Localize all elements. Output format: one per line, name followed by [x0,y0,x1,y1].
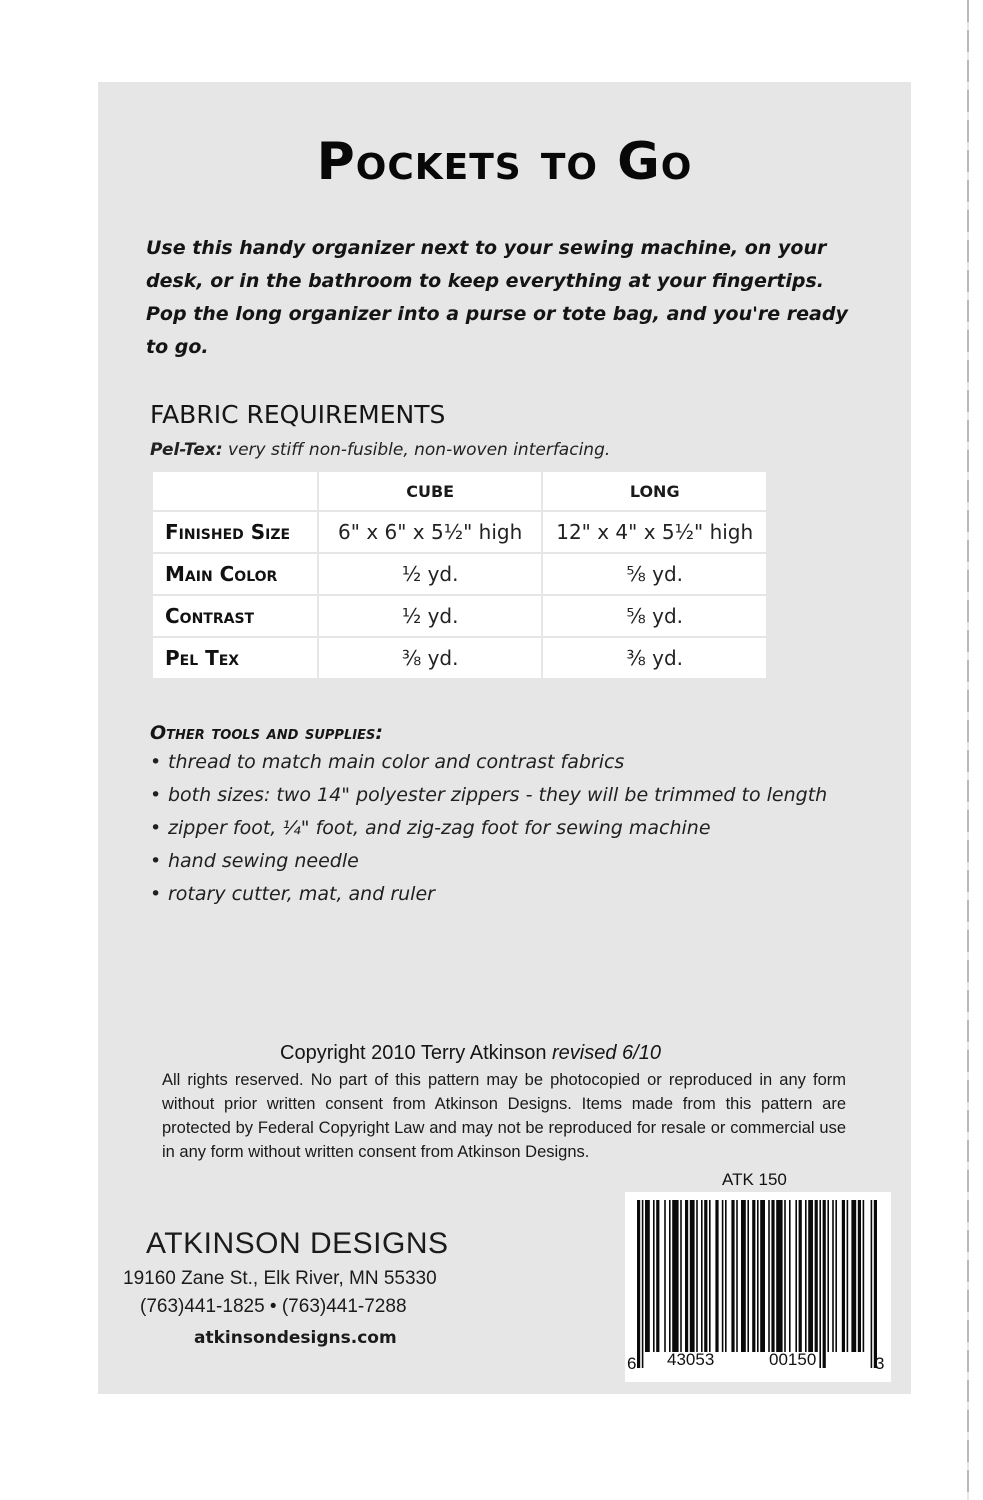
long-value: 12" x 4" x 5½" high [542,511,767,553]
barcode-bar [815,1200,818,1352]
row-label-contrast: Contrast [152,595,318,637]
long-value: ⅝ yd. [542,553,767,595]
barcode-bar [653,1200,655,1352]
list-item-text: thread to match main color and contrast fabrics [168,751,625,773]
barcode-bar [847,1200,849,1352]
fabric-requirements-table [151,470,768,680]
barcode-bar [690,1200,695,1352]
intro-paragraph: Use this handy organizer next to your sewing machine, on your desk, or in the bathroom to keep everything at your fingertips. Pop the long organizer into a purse or tote bag, and you're ready to go. [146,237,848,358]
barcode [625,1192,891,1382]
back-cover-panel [98,82,911,1394]
barcode-bar [656,1200,659,1352]
revised-date: revised 6/10 [552,1042,661,1064]
cube-value: ½ yd. [318,595,543,637]
barcode-bar [842,1200,845,1352]
barcode-check-digit: 3 [875,1354,885,1373]
list-item-text: both sizes: two 14" polyester zippers - they will be trimmed to length [168,784,828,806]
barcode-bar [851,1200,856,1352]
column-header-cube: CUBE [318,471,543,511]
bullet-icon: • [150,850,162,872]
list-item [150,878,850,911]
barcode-bar [858,1200,861,1352]
barcode-bar [685,1200,688,1352]
cube-value: ½ yd. [318,553,543,595]
bullet-icon: • [150,784,162,806]
company-name: ATKINSON DESIGNS [146,1227,449,1260]
table-row [152,553,767,595]
list-item-text: hand sewing needle [168,850,359,872]
barcode-bar [823,1200,826,1368]
page-edge-binding [967,0,969,1500]
barcode-bar [799,1200,802,1352]
barcode-bar [701,1200,703,1352]
barcode-bar [757,1200,759,1352]
barcode-bar [669,1200,671,1352]
barcode-bar [736,1200,738,1352]
bullet-icon: • [150,751,162,773]
barcode-bar [664,1200,666,1352]
row-label-pel-tex: Pel Tex [152,637,318,679]
barcode-first-digit: 6 [627,1354,637,1373]
peltex-note-label: Pel-Tex: [150,440,223,460]
barcode-bar [805,1200,807,1352]
barcode-bar [832,1200,834,1352]
tools-list [150,746,850,911]
barcode-left-group: 43053 [667,1350,715,1369]
barcode-bar [771,1200,774,1352]
barcode-bar [808,1200,813,1352]
peltex-note [150,440,610,460]
barcode-bar [752,1200,755,1352]
barcode-bar [863,1200,865,1352]
barcode-bar [704,1200,707,1352]
row-label-finished-size: Finished Size [152,511,318,553]
peltex-note-text: very stiff non-fusible, non-woven interfacing. [228,440,611,460]
barcode-bar [768,1200,770,1352]
barcode-bar [725,1200,727,1352]
barcode-bar [747,1200,749,1352]
barcode-bar [795,1200,797,1352]
table-row [152,595,767,637]
barcode-bar [680,1200,682,1352]
product-code: ATK 150 [722,1170,787,1189]
company-website: atkinsondesigns.com [194,1328,397,1348]
barcode-bar [696,1200,698,1352]
row-label-main-color: Main Color [152,553,318,595]
list-item [150,845,850,878]
long-value: ⅜ yd. [542,637,767,679]
barcode-bar [874,1200,877,1368]
barcode-bar [672,1200,678,1352]
table-row [152,511,767,553]
list-item [150,779,850,812]
copyright-text: Copyright 2010 Terry Atkinson [280,1042,547,1064]
barcode-bar [835,1200,837,1352]
barcode-bar [637,1200,640,1368]
list-item-text: zipper foot, ¼" foot, and zig-zag foot for sewing machine [168,817,711,839]
table-header-row [152,471,767,511]
cube-value: ⅜ yd. [318,637,543,679]
barcode-bar [819,1200,821,1368]
barcode-bar [789,1200,791,1352]
long-value: ⅝ yd. [542,595,767,637]
barcode-bar [827,1200,829,1352]
barcode-bar [741,1200,746,1352]
barcode-bars [625,1192,891,1382]
rights-paragraph: All rights reserved. No part of this pattern may be photocopied or reproduced in any form without prior written consent from Atkinson Designs. Items made from this pattern are protected by Federal Copyright Law and may not be reproduced for resale or commercial use in any form without written consent from Atkinson Designs. [162,1071,846,1161]
company-phones: (763)441-1825 • (763)441-7288 [140,1296,407,1317]
barcode-bar [731,1200,734,1352]
table-row [152,637,767,679]
barcode-bar [715,1200,718,1352]
barcode-bar [645,1200,650,1352]
fabric-requirements-heading: FABRIC REQUIREMENTS [150,400,446,429]
tools-heading: Other tools and supplies: [150,722,383,744]
bullet-icon: • [150,883,162,905]
bullet-icon: • [150,817,162,839]
pattern-title: Pockets to Go [316,132,693,192]
copyright-line [280,1042,661,1065]
barcode-bar [722,1200,724,1352]
barcode-bar [760,1200,765,1352]
barcode-right-group: 00150 [769,1350,817,1369]
barcode-bar [776,1200,782,1352]
list-item [150,746,850,779]
barcode-bar [784,1200,786,1352]
barcode-bar [642,1200,644,1368]
list-item-text: rotary cutter, mat, and ruler [168,883,435,905]
list-item [150,812,850,845]
table-header-empty [152,471,318,511]
barcode-bar [871,1200,873,1368]
cube-value: 6" x 6" x 5½" high [318,511,543,553]
column-header-long: LONG [542,471,767,511]
barcode-bar [709,1200,711,1352]
company-address: 19160 Zane St., Elk River, MN 55330 [123,1268,437,1289]
